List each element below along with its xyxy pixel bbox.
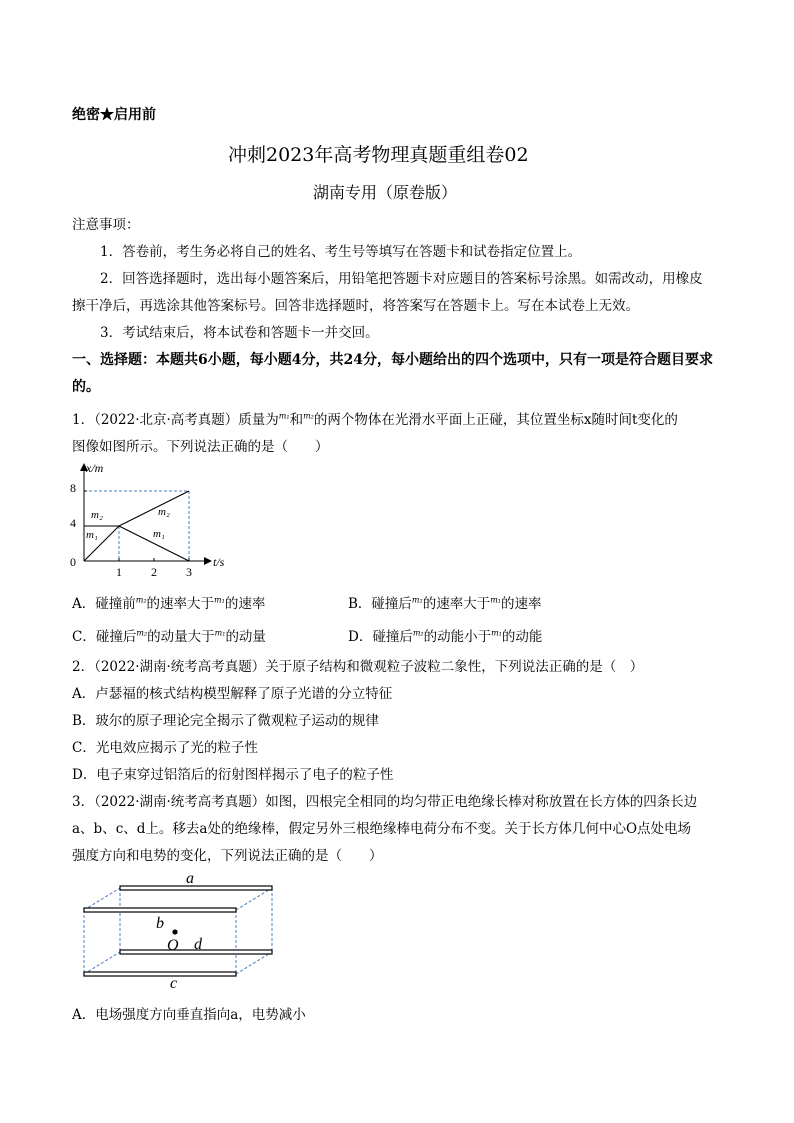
q3-stem-line1: 3．（2022·湖南·统考高考真题）如图，四根完全相同的均匀带正电绝缘长棒对称放置在长方体的四条长边 bbox=[72, 794, 698, 810]
rod-a bbox=[120, 886, 272, 890]
q3-cuboid-figure bbox=[78, 870, 278, 990]
series-m1-line bbox=[84, 526, 189, 561]
y-tick-label: 8 bbox=[70, 481, 76, 495]
label-d: d bbox=[194, 936, 202, 953]
origin-label: 0 bbox=[70, 555, 76, 569]
rod-b bbox=[84, 908, 236, 912]
m1-symbol: m₁ bbox=[490, 595, 502, 605]
option-a-post: 的速率 bbox=[224, 596, 266, 612]
section-heading-cont: 的。 bbox=[72, 379, 100, 395]
secret-label: 绝密★启用前 bbox=[72, 107, 156, 123]
q2-option-c[interactable]: C．光电效应揭示了光的粒子性 bbox=[72, 740, 258, 756]
y-tick-label: 4 bbox=[70, 516, 76, 530]
q2-option-d[interactable]: D．电子束穿过铝箔后的衍射图样揭示了电子的粒子性 bbox=[72, 767, 394, 783]
option-b-post: 的速率 bbox=[501, 596, 542, 612]
option-c-mid: 的动量大于 bbox=[147, 629, 215, 645]
option-d-post: 的动能 bbox=[501, 629, 543, 645]
option-d-pre: D．碰撞后 bbox=[348, 629, 413, 645]
label-o: O bbox=[167, 937, 179, 954]
q1-stem bbox=[72, 408, 678, 428]
q2-stem: 2．（2022·湖南·统考高考真题）关于原子结构和微观粒子波粒二象性，下列说法正确的是（ ） bbox=[72, 659, 644, 675]
q1-stem-b: 和 bbox=[289, 412, 304, 428]
page-title: 冲刺2023年高考物理真题重组卷02 bbox=[228, 144, 529, 166]
label-a: a bbox=[186, 870, 194, 887]
m1-symbol: m₁ bbox=[278, 411, 290, 421]
page-subtitle: 湖南专用（原卷版） bbox=[313, 183, 458, 202]
q3-stem-line3: 强度方向和电势的变化，下列说法正确的是（ ） bbox=[72, 848, 383, 864]
m2-before-label: m₂ bbox=[91, 509, 103, 521]
x-tick-label: 1 bbox=[116, 565, 122, 579]
option-b-mid: 的速率大于 bbox=[422, 596, 491, 612]
m1-symbol: m₁ bbox=[214, 628, 226, 638]
option-a-pre: A．碰撞前 bbox=[72, 596, 136, 612]
q1-stem-a: 1．（2022·北京·高考真题）质量为 bbox=[72, 412, 279, 428]
q1-option-b[interactable] bbox=[348, 592, 542, 612]
q3-option-a[interactable]: A．电场强度方向垂直指向a，电势减小 bbox=[72, 1007, 306, 1023]
rod-c bbox=[84, 972, 236, 976]
q1-stem-c: 的两个物体在光滑水平面上正碰，其位置坐标x随时间t变化的 bbox=[313, 412, 678, 428]
q3-stem-line2: a、b、c、d上。移去a处的绝缘棒，假定另外三根绝缘棒电荷分布不变。关于长方体几何中心O点处电场 bbox=[72, 821, 692, 837]
option-a-mid: 的速率大于 bbox=[146, 596, 215, 612]
x-axis-label: t/s bbox=[213, 555, 225, 569]
q2-option-b[interactable]: B．玻尔的原子理论完全揭示了微观粒子运动的规律 bbox=[72, 713, 379, 729]
option-c-pre: C．碰撞后 bbox=[72, 629, 137, 645]
x-tick-label: 3 bbox=[186, 565, 192, 579]
m1-before-label: m₁ bbox=[86, 529, 98, 541]
note-item: 1．答卷前，考生务必将自己的姓名、考生号等填写在答题卡和试卷指定位置上。 bbox=[100, 244, 582, 260]
q2-option-a[interactable]: A．卢瑟福的核式结构模型解释了原子光谱的分立特征 bbox=[72, 686, 393, 702]
y-axis-label: x/m bbox=[86, 461, 104, 475]
notes-heading: 注意事项： bbox=[72, 217, 140, 233]
q1-position-time-graph bbox=[60, 460, 240, 580]
m2-symbol: m₂ bbox=[411, 595, 423, 605]
q1-option-c[interactable] bbox=[72, 625, 266, 645]
m1-symbol: m₁ bbox=[491, 628, 502, 638]
note-item: 擦干净后，再选涂其他答案标号。回答非选择题时，将答案写在答题卡上。写在本试卷上无效。 bbox=[72, 298, 639, 314]
section-heading: 一、选择题：本题共6小题，每小题4分，共24分，每小题给出的四个选项中，只有一项是符合题目要求 bbox=[72, 352, 713, 368]
option-b-pre: B．碰撞后 bbox=[348, 596, 412, 612]
q1-stem-line2: 图像如图所示。下列说法正确的是（ ） bbox=[72, 439, 329, 455]
label-b: b bbox=[156, 915, 164, 932]
m2-symbol: m₂ bbox=[135, 595, 147, 605]
m1-after-label: m₁ bbox=[153, 528, 165, 540]
m2-symbol: m₂ bbox=[136, 628, 148, 638]
m2-after-label: m₂ bbox=[158, 506, 170, 518]
q1-option-d[interactable] bbox=[348, 625, 542, 645]
note-item: 3．考试结束后，将本试卷和答题卡一并交回。 bbox=[100, 325, 379, 341]
option-d-mid: 的动能小于 bbox=[423, 629, 492, 645]
option-c-post: 的动量 bbox=[225, 629, 266, 645]
note-item: 2．回答选择题时，选出每小题答案后，用铅笔把答题卡对应题目的答案标号涂黑。如需改动，用橡皮 bbox=[100, 271, 703, 287]
q1-option-a[interactable] bbox=[72, 592, 265, 612]
m2-symbol: m₂ bbox=[412, 628, 424, 638]
m1-symbol: m₁ bbox=[214, 595, 225, 605]
label-c: c bbox=[170, 975, 178, 990]
center-point-o bbox=[172, 929, 177, 934]
x-tick-label: 2 bbox=[151, 565, 157, 579]
m2-symbol: m₂ bbox=[303, 411, 314, 421]
